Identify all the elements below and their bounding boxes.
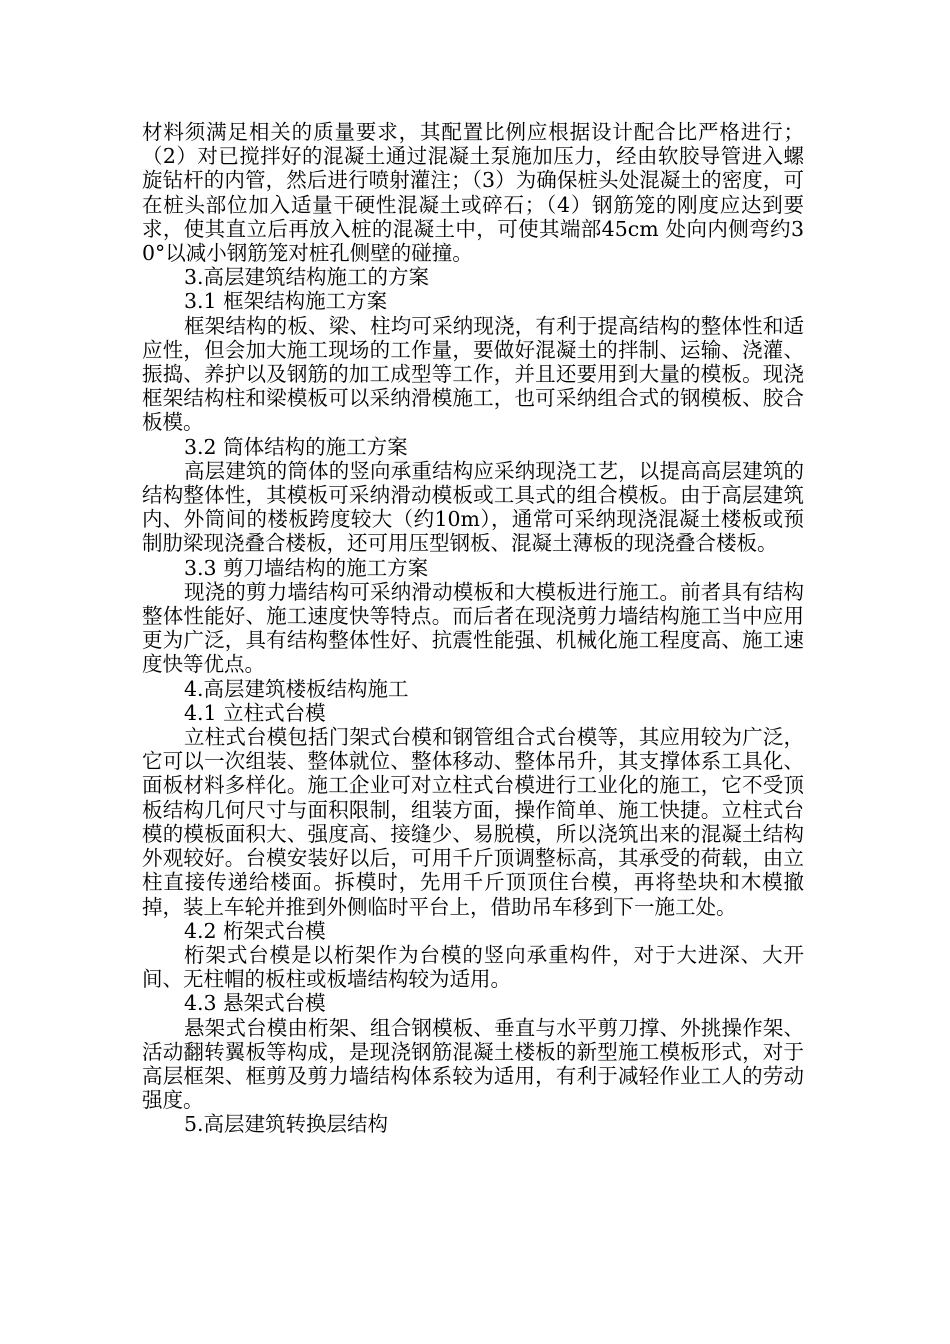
paragraph-suspended-table-form: 悬架式台模由桁架、组合钢模板、垂直与水平剪刀撑、外挑操作架、活动翻转翼板等构成，是现浇钢筋混凝土楼板的新型施工模板形式，对于高层框架、框剪及剪力墙结构体系较为适用，有利于减轻作业工人的劳动强度。: [142, 1015, 804, 1113]
paragraph-truss-table-form: 桁架式台模是以桁架作为台模的竖向承重构件，对于大进深、大开间、无柱帽的板柱或板墙结构较为适用。: [142, 942, 804, 992]
subsection-heading-3-1: 3.1 框架结构施工方案: [184, 289, 388, 314]
subsection-heading-4-3: 4.3 悬架式台模: [184, 991, 326, 1016]
subsection-heading-3-2: 3.2 筒体结构的施工方案: [184, 434, 408, 459]
paragraph-shear-wall: 现浇的剪力墙结构可采纳滑动模板和大模板进行施工。前者具有结构整体性能好、施工速度快等特点。而后者在现浇剪力墙结构施工当中应用更为广泛，具有结构整体性好、抗震性能强、机械化施工程度高、施工速度快等优点。: [142, 579, 804, 677]
paragraph-column-table-form: 立柱式台模包括门架式台模和钢管组合式台模等，其应用较为广泛，它可以一次组装、整体就位、整体移动、整体吊升，其支撑体系工具化、面板材料多样化。施工企业可对立柱式台模进行工业化的施工，它不受顶板结构几何尺寸与面积限制，组装方面，操作简单、施工快捷。立柱式台模的模板面积大、强度高、接缝少、易脱模，所以浇筑出来的混凝土结构外观较好。台模安装好以后，可用千斤顶调整标高，其承受的荷载，由立柱直接传递给楼面。拆模时，先用千斤顶顶住台模，再将垫块和木模撤掉，装上车轮并推到外侧临时平台上，借助吊车移到下一施工处。: [142, 725, 804, 919]
subsection-heading-4-1: 4.1 立柱式台模: [184, 700, 326, 725]
document-body: [142, 120, 804, 1137]
paragraph-frame-structure: 框架结构的板、梁、柱均可采纳现浇，有利于提高结构的整体性和适应性，但会加大施工现场的工作量，要做好混凝土的拌制、运输、浇灌、振捣、养护以及钢筋的加工成型等工作，并且还要用到大量的模板。现浇框架结构柱和梁模板可以采纳滑模施工，也可采纳组合式的钢模板、胶合板模。: [142, 313, 804, 435]
section-heading-4: 4.高层建筑楼板结构施工: [184, 676, 409, 701]
section-heading-3: 3.高层建筑结构施工的方案: [184, 265, 430, 290]
section-heading-5: 5.高层建筑转换层结构: [184, 1112, 389, 1137]
subsection-heading-4-2: 4.2 桁架式台模: [184, 918, 326, 943]
paragraph-tube-structure: 高层建筑的筒体的竖向承重结构应采纳现浇工艺，以提高高层建筑的结构整体性，其模板可采纳滑动模板或工具式的组合模板。由于高层建筑内、外筒间的楼板跨度较大（约10m），通常可采纳现浇混凝土楼板或预制肋梁现浇叠合楼板，还可用压型钢板、混凝土薄板的现浇叠合楼板。: [142, 458, 804, 556]
subsection-heading-3-3: 3.3 剪刀墙结构的施工方案: [184, 555, 429, 580]
paragraph-pile-concrete-continued: 材料须满足相关的质量要求，其配置比例应根据设计配合比严格进行；（2）对已搅拌好的混凝土通过混凝土泵施加压力，经由软胶导管进入螺旋钻杆的内管，然后进行喷射灌注；（3）为确保桩头处混凝土的密度，可在桩头部位加入适量干硬性混凝土或碎石；（4）钢筋笼的刚度应达到要求，使其直立后再放入桩的混凝土中，可使其端部45cm 处向内侧弯约30°以减小钢筋笼对桩孔侧壁的碰撞。: [142, 120, 804, 266]
